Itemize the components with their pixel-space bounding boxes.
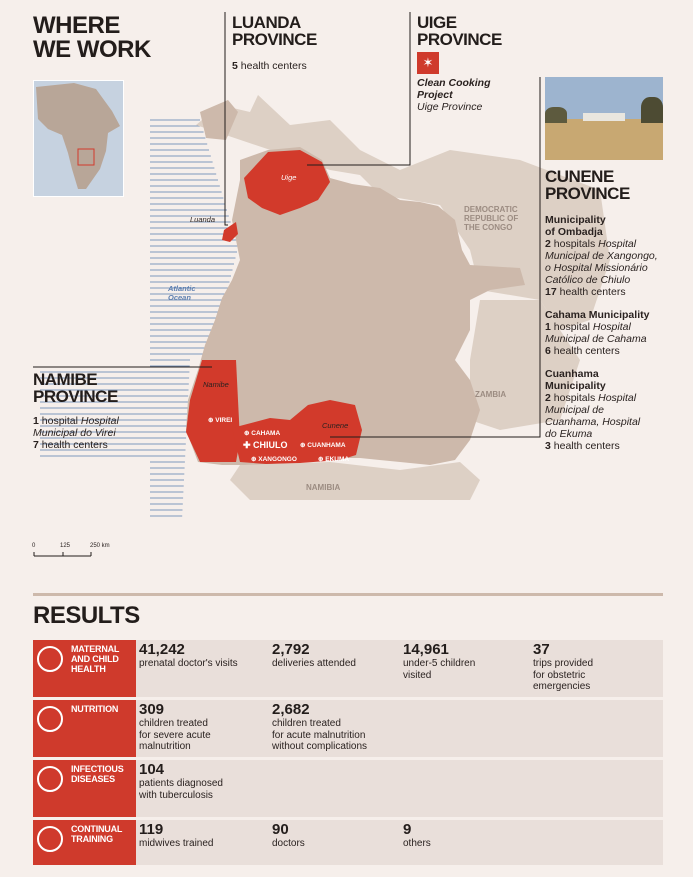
uige-map-label: Uige	[281, 173, 297, 182]
namibe-province	[186, 360, 240, 462]
namibe-title: NAMIBE PROVINCE	[33, 370, 118, 406]
stat-description: midwives trained	[139, 838, 214, 849]
town-xangongo: ⊕ XANGONGO	[251, 456, 297, 463]
town-ekuma: ⊕ EKUMA	[318, 456, 350, 463]
category-label: NUTRITION	[71, 704, 119, 714]
namibe-province-block	[33, 371, 183, 451]
stat-number: 90	[272, 821, 289, 838]
stat-description: children treated	[272, 718, 341, 729]
stat-description: others	[403, 838, 431, 849]
book-icon	[37, 826, 63, 852]
result-stat	[272, 702, 397, 753]
stat-number: 9	[403, 821, 412, 838]
stat-number: 2,792	[272, 641, 310, 658]
town-chiulo: ✚ CHIULO	[243, 440, 288, 450]
stat-description: malnutrition	[139, 741, 191, 752]
cunene-hospital-photo	[545, 77, 663, 160]
result-stat	[533, 642, 658, 693]
stat-number: 309	[139, 701, 165, 718]
luanda-province	[222, 222, 238, 242]
luanda-health-centers: 5 health centers	[232, 60, 307, 72]
stat-number: 2,682	[272, 701, 310, 718]
results-row	[33, 820, 663, 865]
stat-number: 14,961	[403, 641, 449, 658]
page-title: WHERE WE WORK	[33, 12, 151, 63]
cunene-province-block	[545, 168, 680, 452]
town-cahama: ⊕ CAHAMA	[244, 430, 281, 437]
cunene-title: CUNENE PROVINCE	[545, 167, 630, 203]
cahama-block: Cahama Municipality 1 hospital Hospital Municipal de Cahama 6 health centers	[545, 309, 650, 357]
luanda-map-label: Luanda	[190, 215, 216, 224]
results-row	[33, 760, 663, 817]
town-cuanhama: ⊕ CUANHAMA	[300, 442, 346, 449]
uige-province-block	[417, 14, 502, 113]
namibia-label: NAMIBIA	[306, 483, 341, 492]
result-stat	[403, 642, 528, 681]
stat-description: trips provided	[533, 658, 594, 669]
result-stat	[139, 642, 264, 670]
ocean-label-2: Ocean	[168, 293, 191, 302]
africa-inset-map	[33, 80, 124, 197]
scale-labels: 0 125 250 km	[32, 543, 110, 549]
results-category	[33, 760, 136, 817]
namibe-details: 1 hospital Hospital Municipal do Virei 7 health centers	[33, 415, 119, 451]
stat-number: 41,242	[139, 641, 185, 658]
wheat-icon: ✶	[417, 52, 439, 74]
luanda-title: LUANDA PROVINCE	[232, 13, 317, 49]
namibe-map-label: Namibe	[203, 380, 229, 389]
cuanhama-block: Cuanhama Municipality 2 hospitals Hospital Municipal de Cuanhama, Hospital do Ekuma 3 health centers	[545, 368, 641, 452]
results-row	[33, 640, 663, 697]
mother-child-icon	[37, 646, 63, 672]
stat-description: emergencies	[533, 681, 591, 692]
namibia-land	[230, 462, 480, 500]
results-divider	[33, 593, 663, 596]
stat-description: with tuberculosis	[139, 789, 213, 801]
stat-number: 37	[533, 641, 550, 658]
cunene-map-label: Cunene	[322, 421, 349, 430]
stat-description: for severe acute	[139, 729, 211, 741]
uige-location: Uige Province	[417, 101, 483, 113]
wheat-icon	[37, 706, 63, 732]
zambia-label: ZAMBIA	[475, 390, 507, 399]
result-stat	[139, 822, 264, 850]
town-virei: ⊕ VIREI	[208, 417, 233, 424]
uige-project: Clean Cooking Project	[417, 77, 491, 101]
luanda-province-block	[232, 14, 317, 72]
stat-description: under-5 children	[403, 658, 476, 669]
ombadja-block: Municipality of Ombadja 2 hospitals Hospital Municipal de Xangongo, o Hospital Missionário Católico de Chiulo 17 health centers	[545, 214, 658, 298]
stat-description: for acute malnutrition	[272, 729, 366, 741]
category-label: MATERNAL AND CHILD HEALTH	[71, 644, 120, 674]
stat-description: without complications	[272, 741, 368, 752]
drc-label: DEMOCRATIC REPUBLIC OF THE CONGO	[464, 205, 519, 232]
results-row	[33, 700, 663, 757]
category-label: INFECTIOUS DISEASES	[71, 764, 124, 784]
stat-description: doctors	[272, 838, 305, 849]
category-label: CONTINUAL TRAINING	[71, 824, 123, 844]
stat-description: for obstetric	[533, 669, 586, 681]
stat-number: 104	[139, 761, 165, 778]
virus-icon	[37, 766, 63, 792]
ocean-label-1: Atlantic	[168, 284, 196, 293]
result-stat	[272, 642, 397, 670]
stat-description: prenatal doctor's visits	[139, 658, 238, 669]
uige-title: UIGE PROVINCE	[417, 13, 502, 49]
result-stat	[403, 822, 528, 850]
stat-description: visited	[403, 669, 432, 681]
results-category	[33, 820, 136, 865]
stat-number: 119	[139, 821, 164, 838]
results-title: RESULTS	[33, 602, 140, 629]
stat-description: deliveries attended	[272, 658, 356, 669]
africa-inset-svg	[34, 81, 123, 196]
results-category	[33, 700, 136, 757]
result-stat	[139, 762, 264, 801]
result-stat	[272, 822, 397, 850]
stat-description: patients diagnosed	[139, 778, 223, 789]
scale-bar	[34, 552, 91, 556]
results-category	[33, 640, 136, 697]
stat-description: children treated	[139, 718, 208, 729]
result-stat	[139, 702, 264, 753]
